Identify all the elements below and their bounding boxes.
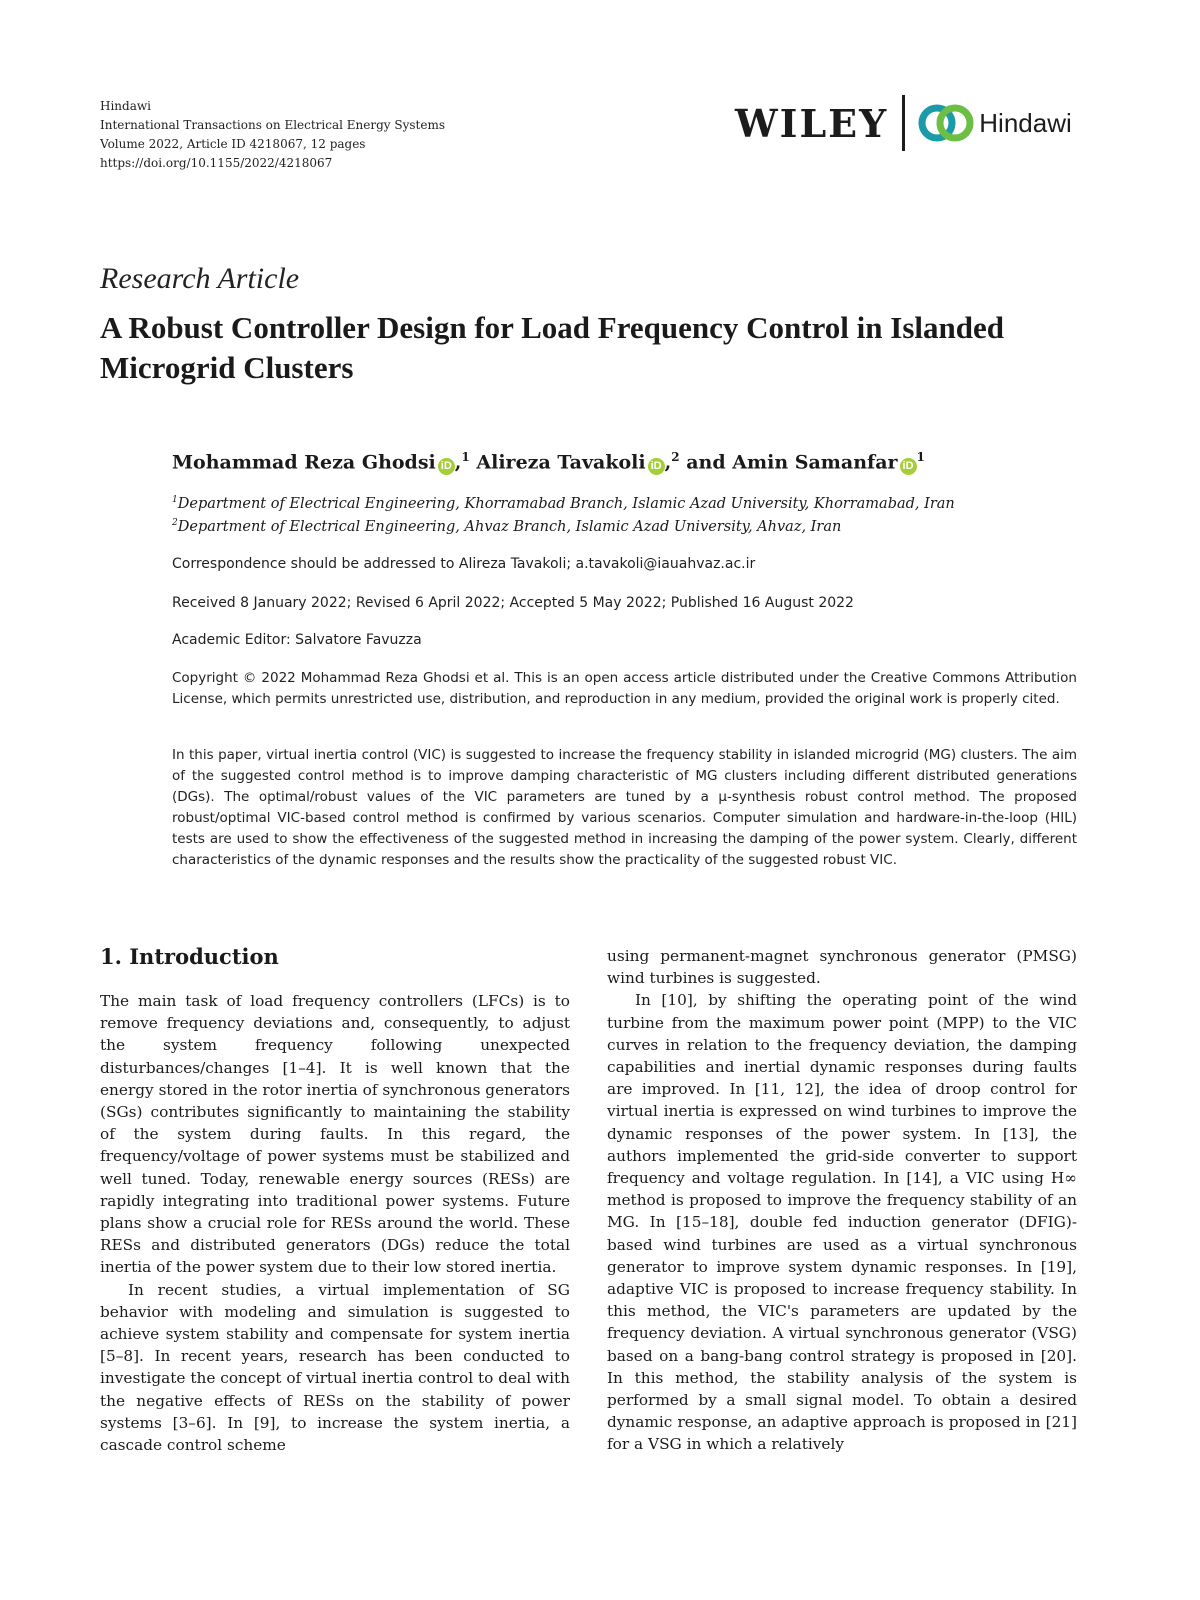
author-separator: ,	[664, 451, 672, 474]
affiliation-marker: 1	[916, 450, 925, 464]
paragraph: using permanent-magnet synchronous generator (PMSG) wind turbines is suggested.	[607, 947, 1077, 988]
article-type: Research Article	[100, 262, 300, 295]
journal-name: International Transactions on Electrical Energy Systems	[100, 118, 446, 132]
wiley-logo: WILEY	[735, 100, 889, 146]
affiliation-number: 1	[172, 495, 178, 505]
correspondence: Correspondence should be addressed to Alireza Tavakoli; a.tavakoli@iauahvaz.ac.ir	[172, 556, 756, 572]
hindawi-rings-icon	[917, 103, 975, 143]
article-title: A Robust Controller Design for Load Frequency Control in Islanded Microgrid Clusters	[100, 310, 1004, 385]
left-column	[100, 990, 570, 1456]
section-heading: 1. Introduction	[100, 944, 279, 969]
author-conjunction: and	[686, 451, 726, 474]
hindawi-wordmark: Hindawi	[979, 107, 1072, 138]
author-list	[172, 450, 925, 475]
orcid-icon[interactable]: iD	[900, 458, 917, 475]
author-separator: ,	[454, 451, 462, 474]
academic-editor: Academic Editor: Salvatore Favuzza	[172, 632, 422, 648]
paragraph: In [10], by shifting the operating point of the wind turbine from the maximum power point (MPP) to the VIC curves in relation to the frequency deviation, the damping capabilities and inertial dynamic responses during faults are improved. In [11, 12], the idea of droop control for virtual inertia is expressed on wind turbines to improve the dynamic responses of the power system. In [13], the authors implemented the grid-side converter to support frequency and voltage regulation. In [14], a VIC using H∞ method is proposed to improve the frequency stability of an MG. In [15–18], double fed induction generator (DFIG)-based wind turbines are used as a virtual synchronous generator to improve system dynamic responses. In [19], adaptive VIC is proposed to increase frequency stability. In this method, the VIC's parameters are updated by the frequency deviation. A virtual synchronous generator (VSG) based on a bang-bang control strategy is proposed in [20]. In this method, the stability analysis of the system is performed by a small signal model. To obtain a desired dynamic response, an adaptive approach is proposed in [21] for a VSG in which a relatively	[607, 991, 1077, 1454]
author-name[interactable]: Mohammad Reza Ghodsi	[172, 451, 436, 474]
volume-info: Volume 2022, Article ID 4218067, 12 pages	[100, 137, 366, 151]
affiliation-marker: 2	[671, 450, 680, 464]
author-name[interactable]: Alireza Tavakoli	[476, 451, 646, 474]
journal-header	[100, 97, 445, 173]
orcid-icon[interactable]: iD	[438, 458, 455, 475]
publisher-name: Hindawi	[100, 99, 151, 113]
affiliation-text: Department of Electrical Engineering, Ahvaz Branch, Islamic Azad University, Ahvaz, Iran	[177, 518, 842, 535]
paragraph: In recent studies, a virtual implementation of SG behavior with modeling and simulation is suggested to achieve system stability and compensate for system inertia [5–8]. In recent years, research has been conducted to investigate the concept of virtual inertia control to deal with the negative effects of RESs on the stability of power systems [3–6]. In [9], to increase the system inertia, a cascade control scheme	[100, 1280, 570, 1455]
orcid-icon[interactable]: iD	[648, 458, 665, 475]
affiliation-number: 2	[172, 518, 178, 528]
right-column	[607, 945, 1077, 1456]
hindawi-logo	[917, 103, 1072, 143]
affiliation-text: Department of Electrical Engineering, Khorramabad Branch, Islamic Azad University, Khorramabad, Iran	[177, 495, 955, 512]
abstract: In this paper, virtual inertia control (VIC) is suggested to increase the frequency stability in islanded microgrid (MG) clusters. The aim of the suggested control method is to improve damping characteristic of MG clusters including different distributed generations (DGs). The optimal/robust values of the VIC parameters are tuned by a μ-synthesis robust control method. The proposed robust/optimal VIC-based control method is confirmed by various scenarios. Computer simulation and hardware-in-the-loop (HIL) tests are used to show the effectiveness of the suggested method in increasing the damping of the power system. Clearly, different characteristics of the dynamic responses and the results show the practicality of the suggested robust VIC.	[172, 747, 1077, 868]
doi-link[interactable]: https://doi.org/10.1155/2022/4218067	[100, 156, 333, 170]
publication-dates: Received 8 January 2022; Revised 6 April 2022; Accepted 5 May 2022; Published 16 August 2022	[172, 595, 854, 611]
logo-divider	[902, 95, 905, 151]
affiliation-marker: 1	[461, 450, 470, 464]
brand-logos	[735, 92, 1072, 154]
affiliation-2	[172, 518, 841, 535]
author-name[interactable]: Amin Samanfar	[732, 451, 898, 474]
affiliation-1	[172, 495, 955, 512]
paragraph: The main task of load frequency controllers (LFCs) is to remove frequency deviations and, consequently, to adjust the system frequency following unexpected disturbances/changes [1–4]. It is well known that the energy stored in the rotor inertia of synchronous generators (SGs) contributes significantly to maintaining the stability of the system during faults. In this regard, the frequency/voltage of power systems must be stabilized and well tuned. Today, renewable energy sources (RESs) are rapidly integrating into traditional power systems. Future plans show a crucial role for RESs around the world. These RESs and distributed generators (DGs) reduce the total inertia of the power system due to their low stored inertia.	[100, 992, 570, 1277]
copyright-notice: Copyright © 2022 Mohammad Reza Ghodsi et al. This is an open access article distributed under the Creative Commons Attribution License, which permits unrestricted use, distribution, and reproduction in any medium, provided the original work is properly cited.	[172, 670, 1077, 707]
